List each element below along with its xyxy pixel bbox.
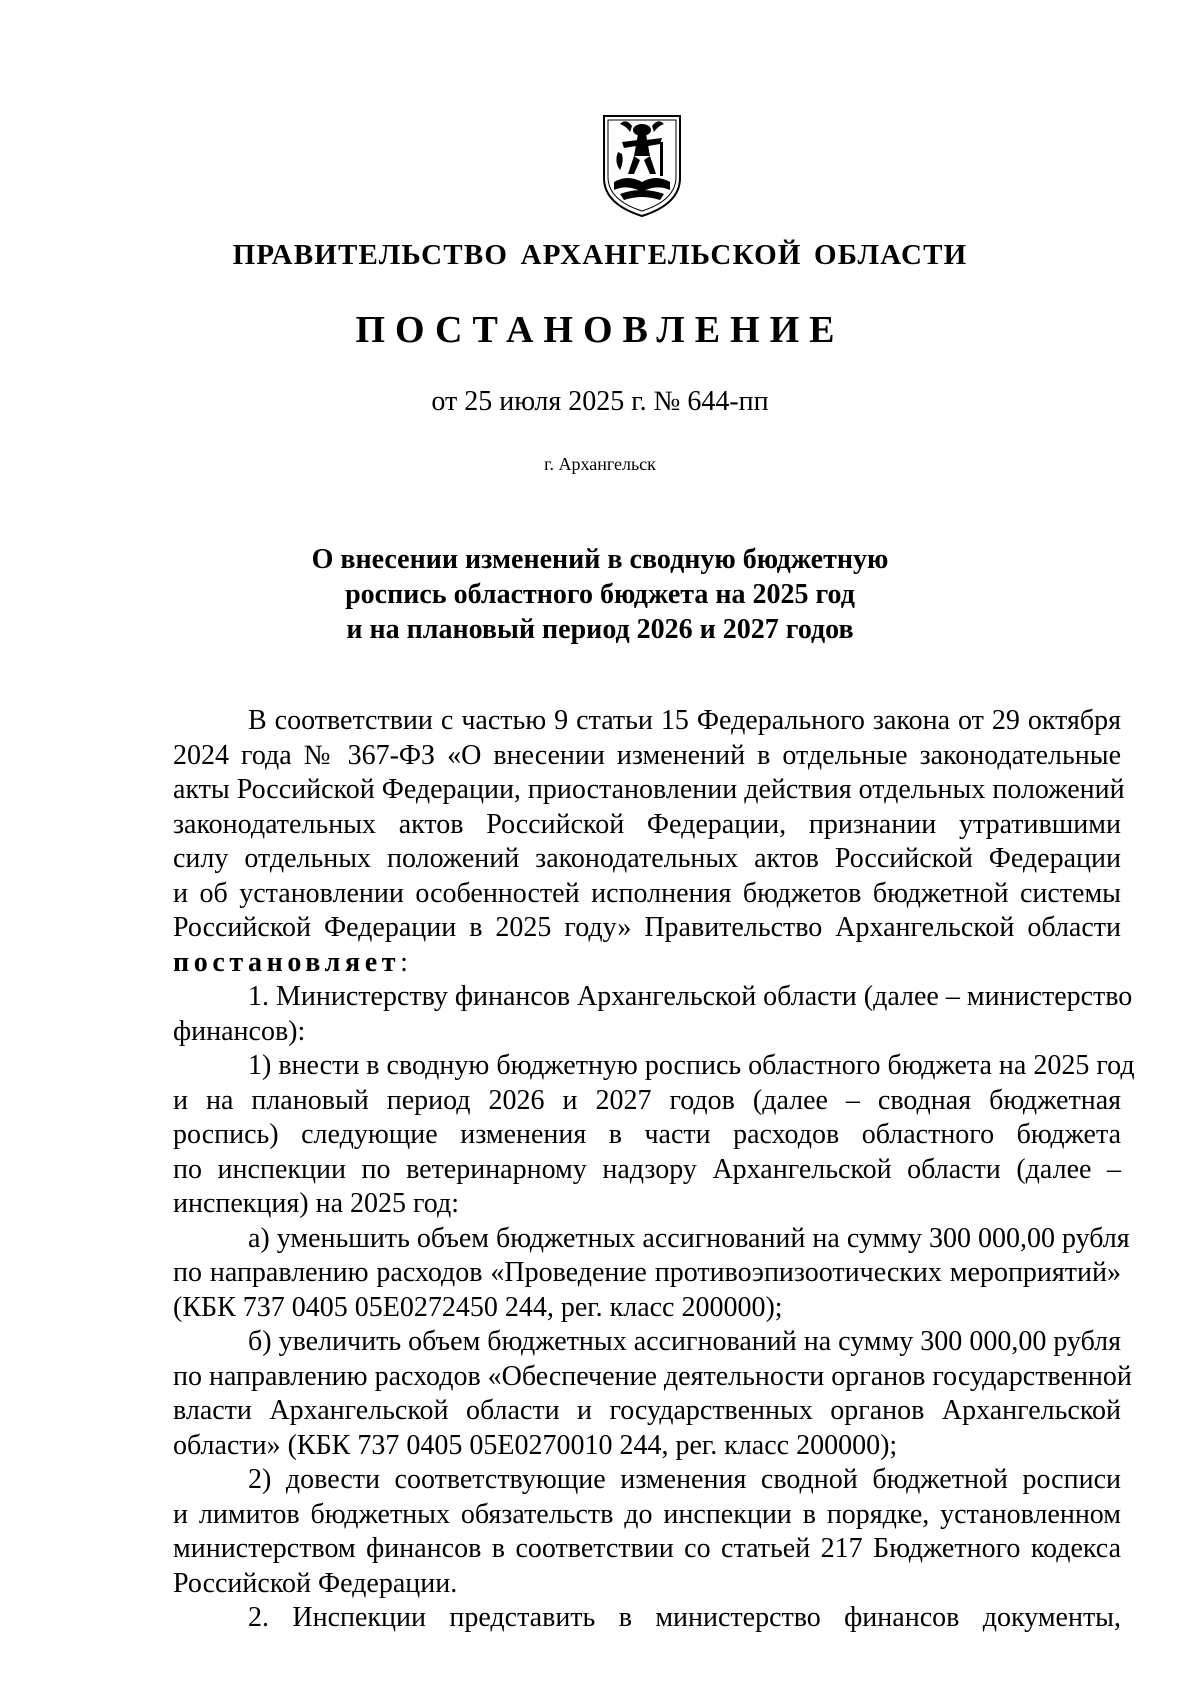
body-line: власти Архангельской области и государственных органов Архангельской — [173, 1395, 1121, 1426]
body-line: 1) внести в сводную бюджетную роспись областного бюджета на 2025 год — [248, 1050, 1135, 1081]
subject-line: О внесении изменений в сводную бюджетную — [311, 544, 889, 575]
body-line: 2024 года № 367-ФЗ «О внесении изменений в отдельные законодательные — [173, 739, 1121, 771]
body-line: Российской Федерации в 2025 году» Правительство Архангельской области — [173, 912, 1121, 943]
document-date-number: от 25 июля 2025 г. № 644-пп — [431, 386, 769, 417]
coat-of-arms-icon — [598, 112, 686, 220]
body-line: силу отдельных положений законодательных актов Российской Федерации — [173, 843, 1121, 874]
subject-line: роспись областного бюджета на 2025 год — [345, 579, 855, 610]
body-line: и на плановый период 2026 и 2027 годов (далее – сводная бюджетная — [173, 1084, 1121, 1116]
government-name: ПРАВИТЕЛЬСТВО АРХАНГЕЛЬСКОЙ ОБЛАСТИ — [232, 239, 968, 271]
body-line: законодательных актов Российской Федерации, признании утратившими — [173, 808, 1121, 840]
resolution-keyword: постановляет — [173, 946, 401, 978]
body-line: В соответствии с частью 9 статьи 15 Федерального закона от 29 октября — [248, 705, 1121, 736]
document-body — [173, 704, 1135, 1636]
body-line: б) увеличить объем бюджетных ассигнований на сумму 300 000,00 рубля — [248, 1326, 1121, 1357]
body-line: 1. Министерству финансов Архангельской области (далее – министерство — [248, 981, 1133, 1012]
document-city: г. Архангельск — [544, 454, 656, 474]
body-line: по инспекции по ветеринарному надзору Архангельской области (далее – — [173, 1153, 1121, 1185]
body-line: министерством финансов в соответствии со статьей 217 Бюджетного кодекса — [173, 1533, 1121, 1564]
body-line: роспись) следующие изменения в части расходов областного бюджета — [173, 1119, 1121, 1150]
resolution-colon: : — [400, 946, 408, 978]
body-line: 2) довести соответствующие изменения сводной бюджетной росписи — [248, 1464, 1121, 1495]
body-line: по направлению расходов «Проведение противоэпизоотических мероприятий» — [173, 1257, 1121, 1288]
body-line: области» (КБК 737 0405 05Е0270010 244, рег. класс 200000); — [173, 1429, 898, 1461]
resolution-keyword-line — [173, 946, 1121, 981]
body-line: и лимитов бюджетных обязательств до инспекции в порядке, установленном — [173, 1498, 1121, 1530]
document-subject — [0, 542, 1200, 647]
subject-line: и на плановый период 2026 и 2027 годов — [346, 614, 854, 645]
body-line: Российской Федерации. — [173, 1567, 458, 1599]
body-line: акты Российской Федерации, приостановлении действия отдельных положений — [173, 774, 1125, 805]
body-line: (КБК 737 0405 05Е0272450 244, рег. класс 200000); — [173, 1291, 783, 1323]
body-line: финансов): — [173, 1015, 306, 1047]
body-line: по направлению расходов «Обеспечение деятельности органов государственной — [173, 1360, 1132, 1392]
body-line: 2. Инспекции представить в министерство финансов документы, — [248, 1602, 1121, 1633]
document-type: ПОСТАНОВЛЕНИЕ — [355, 309, 845, 351]
body-line: а) уменьшить объем бюджетных ассигнований на сумму 300 000,00 рубля — [248, 1222, 1130, 1254]
body-line: инспекция) на 2025 год: — [173, 1188, 460, 1219]
body-line: и об установлении особенностей исполнения бюджетов бюджетной системы — [173, 877, 1121, 909]
